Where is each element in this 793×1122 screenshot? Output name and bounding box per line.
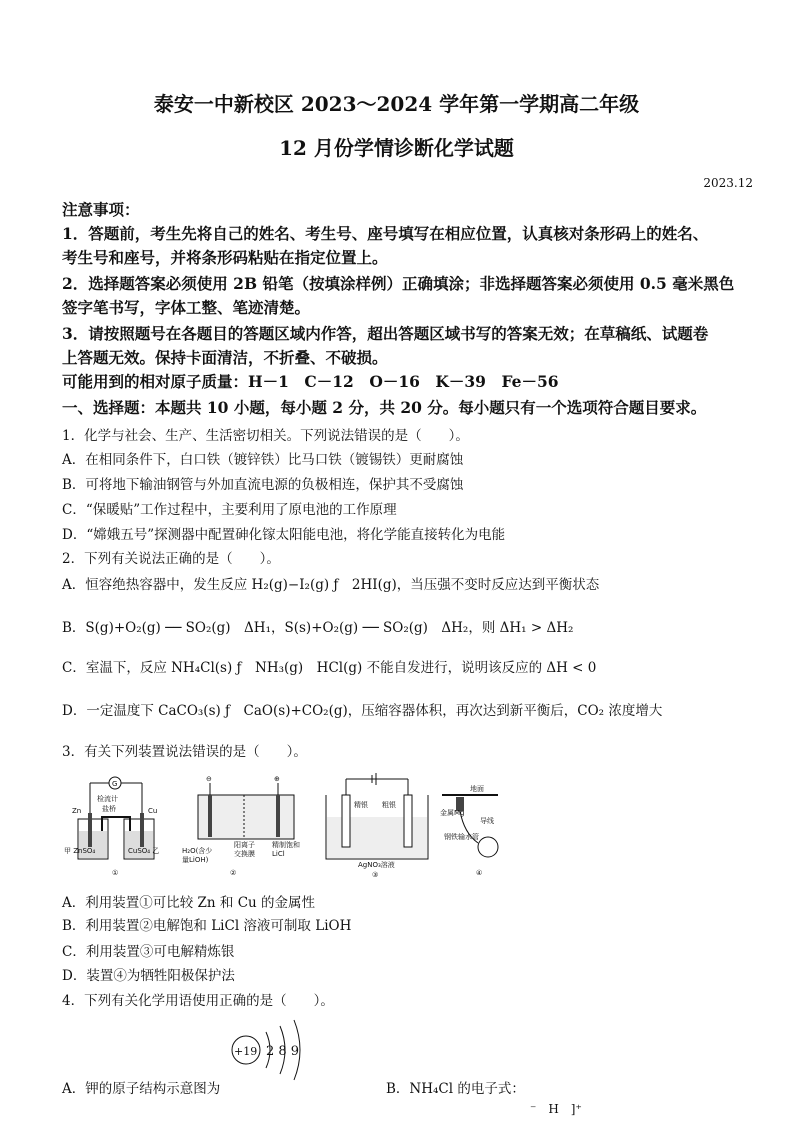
question-2-option-a: A．恒容绝热容器中，发生反应 H₂(g)−I₂(g) ƒ 2HI(g)，当压强不变时反应达到平衡状态 bbox=[62, 577, 600, 593]
atom-nucleus: +19 bbox=[234, 1045, 258, 1058]
question-3-option-b: B．利用装置②电解饱和 LiCl 溶液可制取 LiOH bbox=[62, 918, 352, 934]
figure-4-sacrificial-anode bbox=[440, 784, 498, 877]
section-1-heading: 一、选择题：本题共 10 小题，每小题 2 分，共 20 分。每小题只有一个选项符合题目要求。 bbox=[62, 398, 707, 417]
question-3-option-a: A．利用装置①可比较 Zn 和 Cu 的金属性 bbox=[62, 895, 316, 911]
question-1-option-a: A．在相同条件下，白口铁（镀锌铁）比马口铁（镀锡铁）更耐腐蚀 bbox=[62, 452, 464, 468]
atomic-mass-line: 可能用到的相对原子质量：H－1 C－12 O－16 K－39 Fe－56 bbox=[62, 372, 559, 391]
apparatus-figures bbox=[60, 773, 500, 881]
fig4-mg: 金属Mg bbox=[440, 809, 465, 817]
notice-1b: 考生号和座号，并将条形码粘贴在指定位置上。 bbox=[62, 248, 388, 267]
fig3-pure-silver: 精银 bbox=[354, 801, 368, 809]
figure-2-membrane-cell bbox=[182, 775, 300, 877]
fig2-positive: ⊕ bbox=[274, 775, 280, 783]
fig2-left-line2: 量LiOH) bbox=[182, 856, 209, 864]
atom-shells: 2 8 9 bbox=[266, 1044, 300, 1059]
fig1-bridge-label: 盐桥 bbox=[102, 805, 116, 813]
fig1-left-solution: 甲 ZnSO₄ bbox=[64, 847, 96, 855]
fig4-wire: 导线 bbox=[480, 817, 494, 825]
potassium-atom-diagram bbox=[228, 1012, 318, 1092]
notice-3a: 3．请按照题号在各题目的答题区域内作答，超出答题区域书写的答案无效；在草稿纸、试题卷 bbox=[62, 324, 709, 343]
exam-date: 2023.12 bbox=[703, 176, 753, 190]
exam-subtitle: 12 月份学情诊断化学试题 bbox=[279, 136, 514, 160]
question-2: 2．下列有关说法正确的是（ ）。 bbox=[62, 551, 280, 567]
question-3: 3．有关下列装置说法错误的是（ ）。 bbox=[62, 744, 307, 760]
fig2-membrane-line1: 阳离子 bbox=[234, 841, 255, 849]
question-1-option-d: D．“嫦娥五号”探测器中配置砷化镓太阳能电池，将化学能直接转化为电能 bbox=[62, 527, 506, 543]
fig4-ground: 地面 bbox=[470, 785, 484, 793]
question-4: 4．下列有关化学用语使用正确的是（ ）。 bbox=[62, 993, 334, 1009]
question-4-option-a: A．钾的原子结构示意图为 bbox=[62, 1081, 221, 1097]
figure-1-galvanic-cell bbox=[64, 777, 159, 877]
question-3-option-c: C．利用装置③可电解精炼银 bbox=[62, 944, 235, 960]
question-4-option-b: B．NH₄Cl 的电子式： bbox=[386, 1081, 525, 1097]
fig1-right-solution: CuSO₄ 乙 bbox=[128, 847, 160, 855]
question-1-option-c: C．“保暖贴”工作过程中，主要利用了原电池的工作原理 bbox=[62, 502, 397, 518]
question-2-option-c: C．室温下，反应 NH₄Cl(s) ƒ NH₃(g) HCl(g) 不能自发进行，说明该反应的 ΔH < 0 bbox=[62, 660, 597, 676]
notice-1a: 1．答题前，考生先将自己的姓名、考生号、座号填写在相应位置，认真核对条形码上的姓名、 bbox=[62, 224, 709, 243]
fig2-number: ② bbox=[230, 869, 237, 877]
fig1-g-label: G bbox=[112, 780, 118, 788]
fig1-cu-label: Cu bbox=[148, 807, 158, 815]
fig4-pipe: 钢铁输水管 bbox=[444, 833, 479, 841]
electron-formula-fragment: ⁻ H ]⁺ bbox=[530, 1102, 582, 1116]
fig3-number: ③ bbox=[372, 871, 379, 879]
fig3-solution: AgNO₃溶液 bbox=[358, 861, 395, 869]
question-3-option-d: D．装置④为牺牲阳极保护法 bbox=[62, 968, 235, 984]
figure-3-refining-cell bbox=[326, 773, 428, 879]
notice-3b: 上答题无效。保持卡面清洁，不折叠、不破损。 bbox=[62, 348, 388, 367]
question-1-option-b: B．可将地下输油钢管与外加直流电源的负极相连，保护其不受腐蚀 bbox=[62, 477, 464, 493]
fig2-membrane-line2: 交换膜 bbox=[234, 850, 255, 858]
fig3-crude-silver: 粗银 bbox=[382, 801, 396, 809]
question-2-option-d: D．一定温度下 CaCO₃(s) ƒ CaO(s)+CO₂(g)，压缩容器体积，再次达到新平衡后，CO₂ 浓度增大 bbox=[62, 703, 663, 719]
fig1-zn-label: Zn bbox=[72, 807, 82, 815]
notice-heading: 注意事项： bbox=[62, 200, 140, 219]
notice-2b: 签字笔书写，字体工整、笔迹清楚。 bbox=[62, 298, 311, 317]
fig2-right-line1: 精制饱和 bbox=[272, 841, 300, 849]
notice-2a: 2．选择题答案必须使用 2B 铅笔（按填涂样例）正确填涂；非选择题答案必须使用 0.5 毫米黑色 bbox=[62, 274, 735, 293]
fig2-negative: ⊖ bbox=[206, 775, 212, 783]
fig1-number: ① bbox=[112, 869, 119, 877]
question-1: 1．化学与社会、生产、生活密切相关。下列说法错误的是（ ）。 bbox=[62, 428, 469, 444]
question-2-option-b: B．S(g)+O₂(g) ── SO₂(g) ΔH₁，S(s)+O₂(g) ── SO₂(g) ΔH₂，则 ΔH₁ > ΔH₂ bbox=[62, 620, 574, 636]
fig1-meter-label: 检流计 bbox=[97, 795, 118, 803]
exam-title: 泰安一中新校区 2023～2024 学年第一学期高二年级 bbox=[153, 92, 640, 116]
fig2-right-line2: LiCl bbox=[272, 850, 285, 858]
fig4-number: ④ bbox=[476, 869, 483, 877]
fig2-left-line1: H₂O(含少 bbox=[182, 847, 213, 855]
